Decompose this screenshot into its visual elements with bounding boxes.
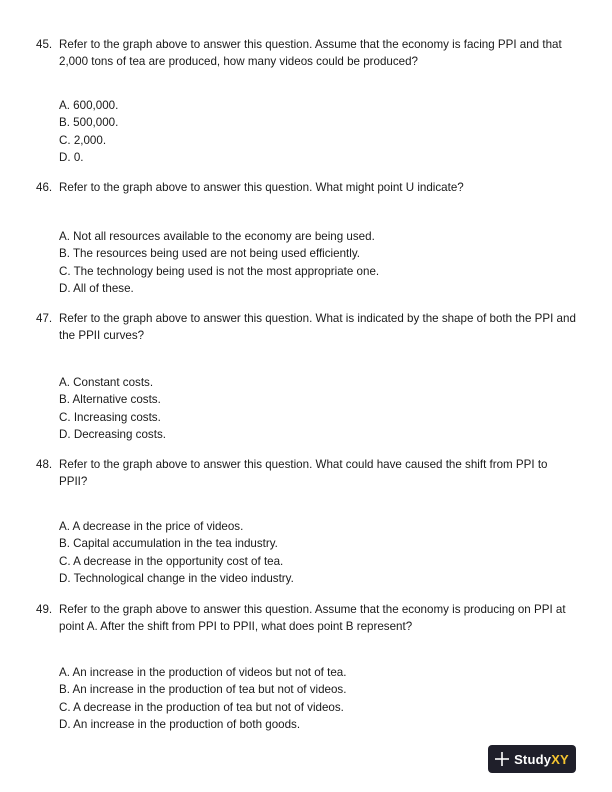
option-b: B. Alternative costs. bbox=[59, 393, 161, 407]
question-49 bbox=[36, 601, 576, 635]
question-text: Refer to the graph above to answer this question. Assume that the economy is producing on PPI at point A. After the shift from PPI to PPII, what does point B represent? bbox=[59, 603, 566, 633]
question-text: Refer to the graph above to answer this question. What might point U indicate? bbox=[59, 181, 464, 194]
option-c: C. A decrease in the production of tea but not of videos. bbox=[59, 700, 344, 714]
plus-icon bbox=[495, 752, 509, 766]
question-number: 49. bbox=[36, 603, 53, 616]
options-45 bbox=[59, 97, 118, 166]
option-b: B. An increase in the production of tea but not of videos. bbox=[59, 683, 347, 697]
question-number: 45. bbox=[36, 38, 53, 51]
question-47 bbox=[36, 310, 576, 344]
studyxy-logo bbox=[488, 745, 576, 773]
option-b: B. 500,000. bbox=[59, 116, 119, 130]
option-c: C. A decrease in the opportunity cost of tea. bbox=[59, 554, 284, 568]
option-a: A. Not all resources available to the economy are being used. bbox=[59, 230, 375, 243]
brand-name: StudyXY bbox=[514, 751, 569, 767]
option-c: C. The technology being used is not the most appropriate one. bbox=[59, 264, 380, 278]
option-d: D. Technological change in the video industry. bbox=[59, 571, 294, 585]
option-a: A. 600,000. bbox=[59, 99, 119, 112]
question-number: 48. bbox=[36, 458, 53, 471]
options-49 bbox=[59, 664, 346, 733]
option-c: C. Increasing costs. bbox=[59, 410, 161, 424]
question-text: Refer to the graph above to answer this question. What is indicated by the shape of both the PPI and the PPII curves? bbox=[59, 312, 576, 342]
option-d: D. 0. bbox=[59, 150, 84, 164]
option-a: A. Constant costs. bbox=[59, 376, 154, 389]
question-text: Refer to the graph above to answer this question. Assume that the economy is facing PPI and that 2,000 tons of tea are produced, how many videos could be produced? bbox=[59, 38, 562, 68]
question-number: 47. bbox=[36, 312, 53, 325]
options-46 bbox=[59, 228, 379, 297]
options-47 bbox=[59, 374, 166, 443]
question-46 bbox=[36, 179, 576, 196]
option-d: D. An increase in the production of both goods. bbox=[59, 717, 301, 731]
option-c: C. 2,000. bbox=[59, 133, 107, 147]
question-text: Refer to the graph above to answer this question. What could have caused the shift from PPI to PPII? bbox=[59, 458, 548, 488]
options-48 bbox=[59, 518, 294, 587]
question-45 bbox=[36, 36, 576, 70]
question-48 bbox=[36, 456, 576, 490]
option-a: A. An increase in the production of videos but not of tea. bbox=[59, 666, 347, 679]
option-d: D. Decreasing costs. bbox=[59, 427, 166, 441]
option-b: B. Capital accumulation in the tea industry. bbox=[59, 537, 278, 551]
option-b: B. The resources being used are not being used efficiently. bbox=[59, 247, 360, 261]
option-d: D. All of these. bbox=[59, 281, 134, 295]
option-a: A. A decrease in the price of videos. bbox=[59, 520, 244, 533]
question-number: 46. bbox=[36, 181, 53, 194]
